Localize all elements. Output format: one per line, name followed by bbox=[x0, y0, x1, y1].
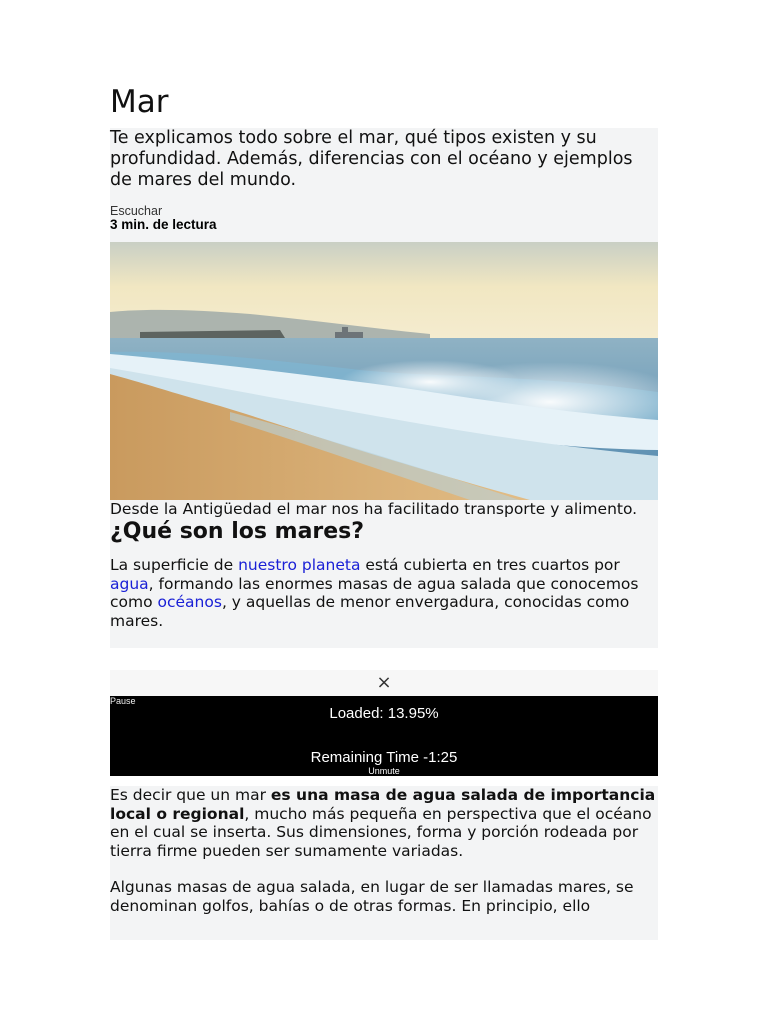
video-player[interactable] bbox=[110, 696, 658, 776]
pause-button[interactable]: Pause bbox=[110, 696, 136, 706]
paragraph-2 bbox=[110, 786, 658, 860]
listen-button[interactable]: Escuchar bbox=[110, 204, 163, 218]
remaining-time: Remaining Time -1:25 bbox=[310, 749, 458, 766]
unmute-button[interactable]: Unmute bbox=[368, 766, 400, 776]
image-caption: Desde la Antigüedad el mar nos ha facilitado transporte y alimento. bbox=[110, 500, 638, 518]
page-title: Mar bbox=[110, 84, 169, 120]
video-close-bar bbox=[110, 670, 658, 696]
content-section-1 bbox=[110, 500, 658, 648]
text-run: La superficie de bbox=[110, 556, 239, 574]
paragraph-1 bbox=[110, 556, 658, 630]
content-section-2 bbox=[110, 786, 658, 940]
read-time: 3 min. de lectura bbox=[110, 217, 217, 232]
intro-text: Te explicamos todo sobre el mar, qué tipos existen y su profundidad. Además, diferencias con el océano y ejemplos de mares del mundo. bbox=[110, 128, 633, 190]
text-run: Es decir que un mar bbox=[110, 786, 271, 804]
hero-image bbox=[110, 242, 658, 500]
link-nuestro-planeta[interactable]: nuestro planeta bbox=[238, 556, 361, 574]
paragraph-3: Algunas masas de agua salada, en lugar de ser llamadas mares, se denominan golfos, bahías o de otras formas. En principio, ello bbox=[110, 878, 634, 915]
close-icon[interactable]: × bbox=[376, 672, 392, 693]
text-run: , formando las enormes masas de agua salada que conocemos como bbox=[110, 574, 639, 611]
link-oceanos[interactable]: océanos bbox=[157, 593, 222, 611]
text-run: está cubierta en tres cuartos por bbox=[360, 556, 620, 574]
text-run: , mucho más pequeña en perspectiva que el océano en el cual se inserta. Sus dimensiones, forma y porción rodeada por tierra firme pueden ser sumamente variadas. bbox=[110, 804, 652, 860]
link-agua[interactable]: agua bbox=[110, 574, 149, 593]
intro-section bbox=[110, 128, 658, 242]
text-run: , y aquellas de menor envergadura, conocidas como mares. bbox=[110, 593, 630, 630]
section-heading: ¿Qué son los mares? bbox=[110, 519, 365, 544]
bold-text: es una masa de agua salada de importancia local o regional bbox=[110, 786, 656, 823]
loaded-status: Loaded: 13.95% bbox=[329, 705, 439, 722]
